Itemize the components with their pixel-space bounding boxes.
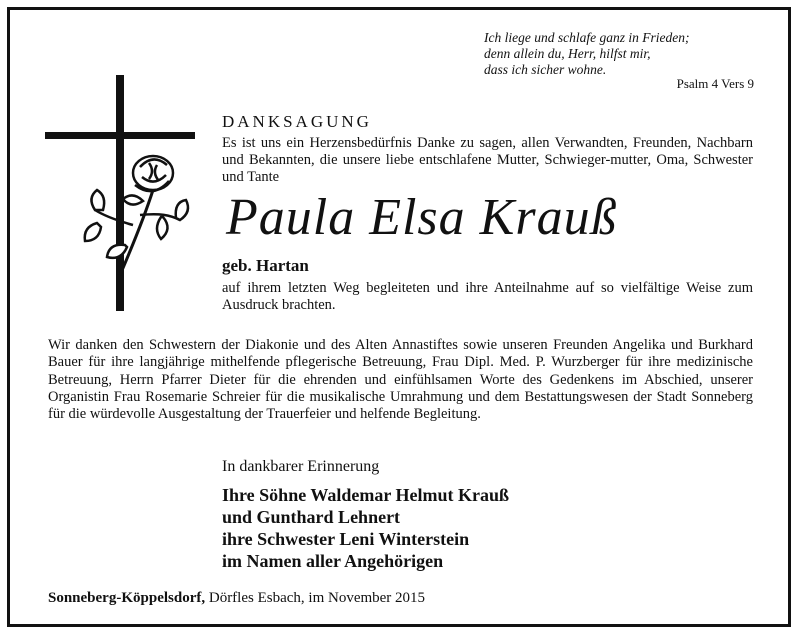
place-location: Sonneberg-Köppelsdorf,: [48, 590, 206, 606]
deceased-name: Paula Elsa Krauß: [226, 189, 618, 246]
family-line: und Gunthard Lehnert: [222, 507, 401, 527]
closing-line: In dankbarer Erinnerung: [222, 458, 380, 475]
body-text: Wir danken den Schwestern der Diakonie und des Alten Annastiftes sowie unseren Freunden Angelika und Burkhard Bauer für ihre langjährige mithelfende pflegerische Betreuung, Frau Dipl. Med. P. Wurzberger für ihre medizinische Betreuung, Herrn Pfarrer Dieter für die ehrenden und einfühlsamen Worte des Gedenkens im Abschied, unserer Organistin Frau Rosemarie Schreier für die musikalische Umrahmung und dem Bestattungswesen der Stadt Sonneberg für die würdevolle Ausgestaltung der Trauerfeier und helfende Begleitung.: [48, 337, 753, 423]
quote-line: denn allein du, Herr, hilfst mir,: [484, 46, 651, 61]
quote-line: Ich liege und schlafe ganz in Frieden;: [484, 30, 690, 45]
family-line: im Namen aller Angehörigen: [222, 551, 444, 571]
place-date: [48, 590, 425, 607]
bible-quote: [484, 30, 754, 78]
family-signature: [222, 484, 509, 572]
birth-name: geb. Hartan: [222, 256, 309, 275]
quote-source: Psalm 4 Vers 9: [676, 76, 754, 91]
cross-with-rose-icon: [45, 75, 195, 315]
thanks-text: auf ihrem letzten Weg begleiteten und ihre Anteilnahme auf so vielfältige Weise zum Ausdruck brachten.: [222, 280, 753, 313]
family-line: ihre Schwester Leni Winterstein: [222, 529, 470, 549]
intro-text: Es ist uns ein Herzensbedürfnis Danke zu sagen, allen Verwandten, Freunden, Nachbarn und Bekannten, die unsere liebe entschlafene Mutter, Schwieger-mutter, Oma, Schwester und Tante: [222, 135, 753, 185]
family-line: Ihre Söhne Waldemar Helmut Krauß: [222, 485, 510, 505]
heading: DANKSAGUNG: [222, 112, 372, 131]
place-date-text: Dörfles Esbach, im November 2015: [208, 590, 426, 606]
quote-line: dass ich sicher wohne.: [484, 62, 607, 77]
